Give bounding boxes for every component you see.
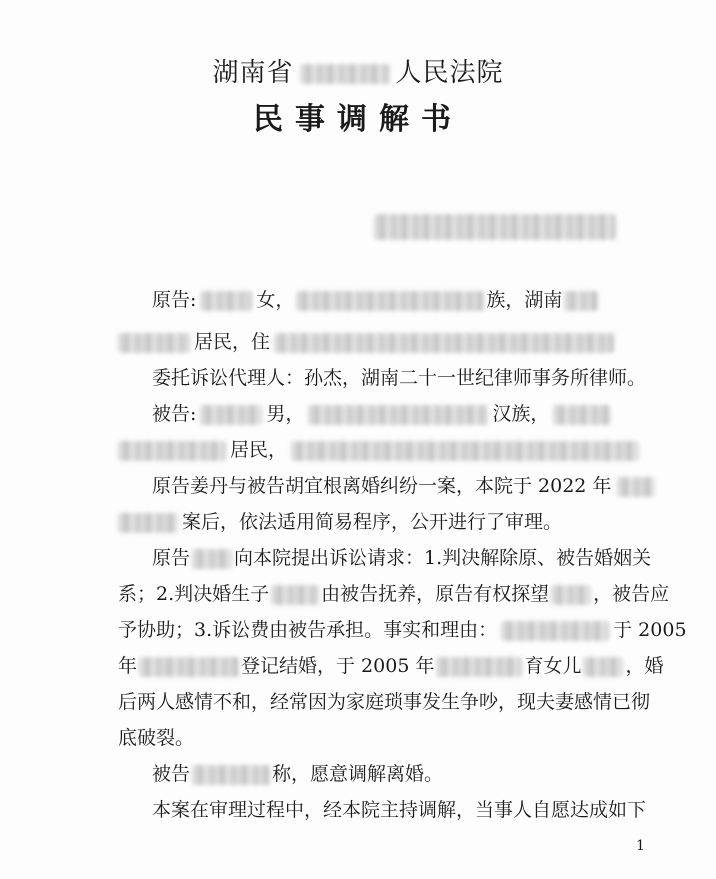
claims-line-2 [118, 580, 670, 608]
redacted-defendant-name-2 [192, 765, 270, 785]
claims-line-1 [118, 544, 652, 572]
claims-line-6 [118, 724, 648, 752]
redacted-defendant-region [118, 441, 226, 461]
claims-text-1: 向本院提出诉讼请求：1.判决解除原、被告婚姻关 [234, 547, 652, 569]
plaintiff-line-1 [118, 286, 648, 314]
claims-text-10: ，婚 [625, 655, 664, 677]
defendant-line-2 [118, 436, 648, 464]
page-number: 1 [636, 838, 645, 854]
plaintiff-gender: 女， [256, 289, 295, 311]
claims-text-5: 予协助；3.诉讼费由被告承担。事实和理由： [118, 619, 498, 641]
claims-text-3: 由被告抚养，原告有权探望 [321, 583, 550, 605]
plaintiff-residence: 居民，住 [194, 331, 271, 353]
claims-line-5 [118, 688, 651, 716]
redacted-daughter-name [583, 657, 623, 677]
mediation-line [118, 796, 648, 824]
defendant-response-text: 称，愿意调解离婚。 [272, 763, 444, 785]
defendant-ethnicity: 汉族， [492, 403, 550, 425]
redacted-defendant-name [200, 405, 262, 425]
agent-text: 委托诉讼代理人：孙杰，湖南二十一世纪律师事务所律师。 [152, 367, 647, 389]
claims-text-2: 系；2.判决婚生子 [118, 583, 270, 605]
case-intro-line-1 [118, 472, 648, 500]
redacted-son-name-2 [551, 585, 591, 605]
defendant-gender: 男， [266, 403, 305, 425]
redacted-son-name [271, 585, 319, 605]
redacted-plaintiff-region [118, 333, 190, 353]
court-name [0, 56, 716, 90]
defendant-label: 被告: [152, 403, 197, 425]
claims-plaintiff-label: 原告 [152, 547, 191, 569]
claims-text-7: 年 [118, 655, 138, 677]
claims-text-8: 登记结婚，于 2005 年 [241, 655, 435, 677]
defendant-residence: 居民， [230, 439, 288, 461]
defendant-line-1 [118, 400, 648, 428]
claims-text-6: 于 2005 [613, 619, 687, 641]
claims-line-3 [118, 616, 687, 644]
redacted-filing-date [617, 477, 655, 497]
plaintiff-ethnicity: 族，湖南 [486, 289, 563, 311]
redacted-plaintiff-address [274, 333, 614, 353]
claims-text-4: ，被告应 [593, 583, 670, 605]
redacted-defendant-province [553, 405, 611, 425]
defendant-response-line [118, 760, 648, 788]
claims-line-4 [118, 652, 664, 680]
redacted-marriage-date [139, 657, 239, 677]
plaintiff-label: 原告: [152, 289, 197, 311]
redacted-case-number [374, 214, 616, 244]
claims-text-12: 底破裂。 [118, 727, 195, 749]
case-intro-text-1: 原告姜丹与被告胡宜根离婚纠纷一案，本院于 2022 年 [152, 475, 612, 497]
document-title: 民事调解书 [253, 102, 463, 137]
court-name-prefix: 湖南省 [212, 58, 294, 88]
redacted-plaintiff-birth [296, 291, 484, 311]
redacted-birth-date [436, 657, 522, 677]
defendant-response-label: 被告 [152, 763, 191, 785]
claims-text-11: 后两人感情不和，经常因为家庭琐事发生争吵，现夫妻感情已彻 [118, 691, 651, 713]
court-name-suffix: 人民法院 [395, 58, 504, 88]
redacted-facts-party [501, 621, 609, 641]
redacted-case-number-block [374, 214, 616, 240]
redacted-plaintiff-name [200, 291, 252, 311]
case-intro-line-2 [118, 508, 648, 536]
plaintiff-line-2 [118, 328, 648, 356]
redacted-filing-date-2 [118, 513, 178, 533]
claims-text-9: 育女儿 [524, 655, 582, 677]
case-intro-text-2: 案后，依法适用简易程序，公开进行了审理。 [182, 511, 563, 533]
redacted-court-location [300, 64, 390, 84]
mediation-text: 本案在审理过程中，经本院主持调解，当事人自愿达成如下 [152, 799, 647, 821]
redacted-defendant-birth [308, 405, 488, 425]
redacted-plaintiff-province [564, 291, 598, 311]
redacted-plaintiff-name-2 [192, 549, 232, 569]
agent-line [118, 364, 648, 392]
redacted-defendant-address [291, 441, 639, 461]
